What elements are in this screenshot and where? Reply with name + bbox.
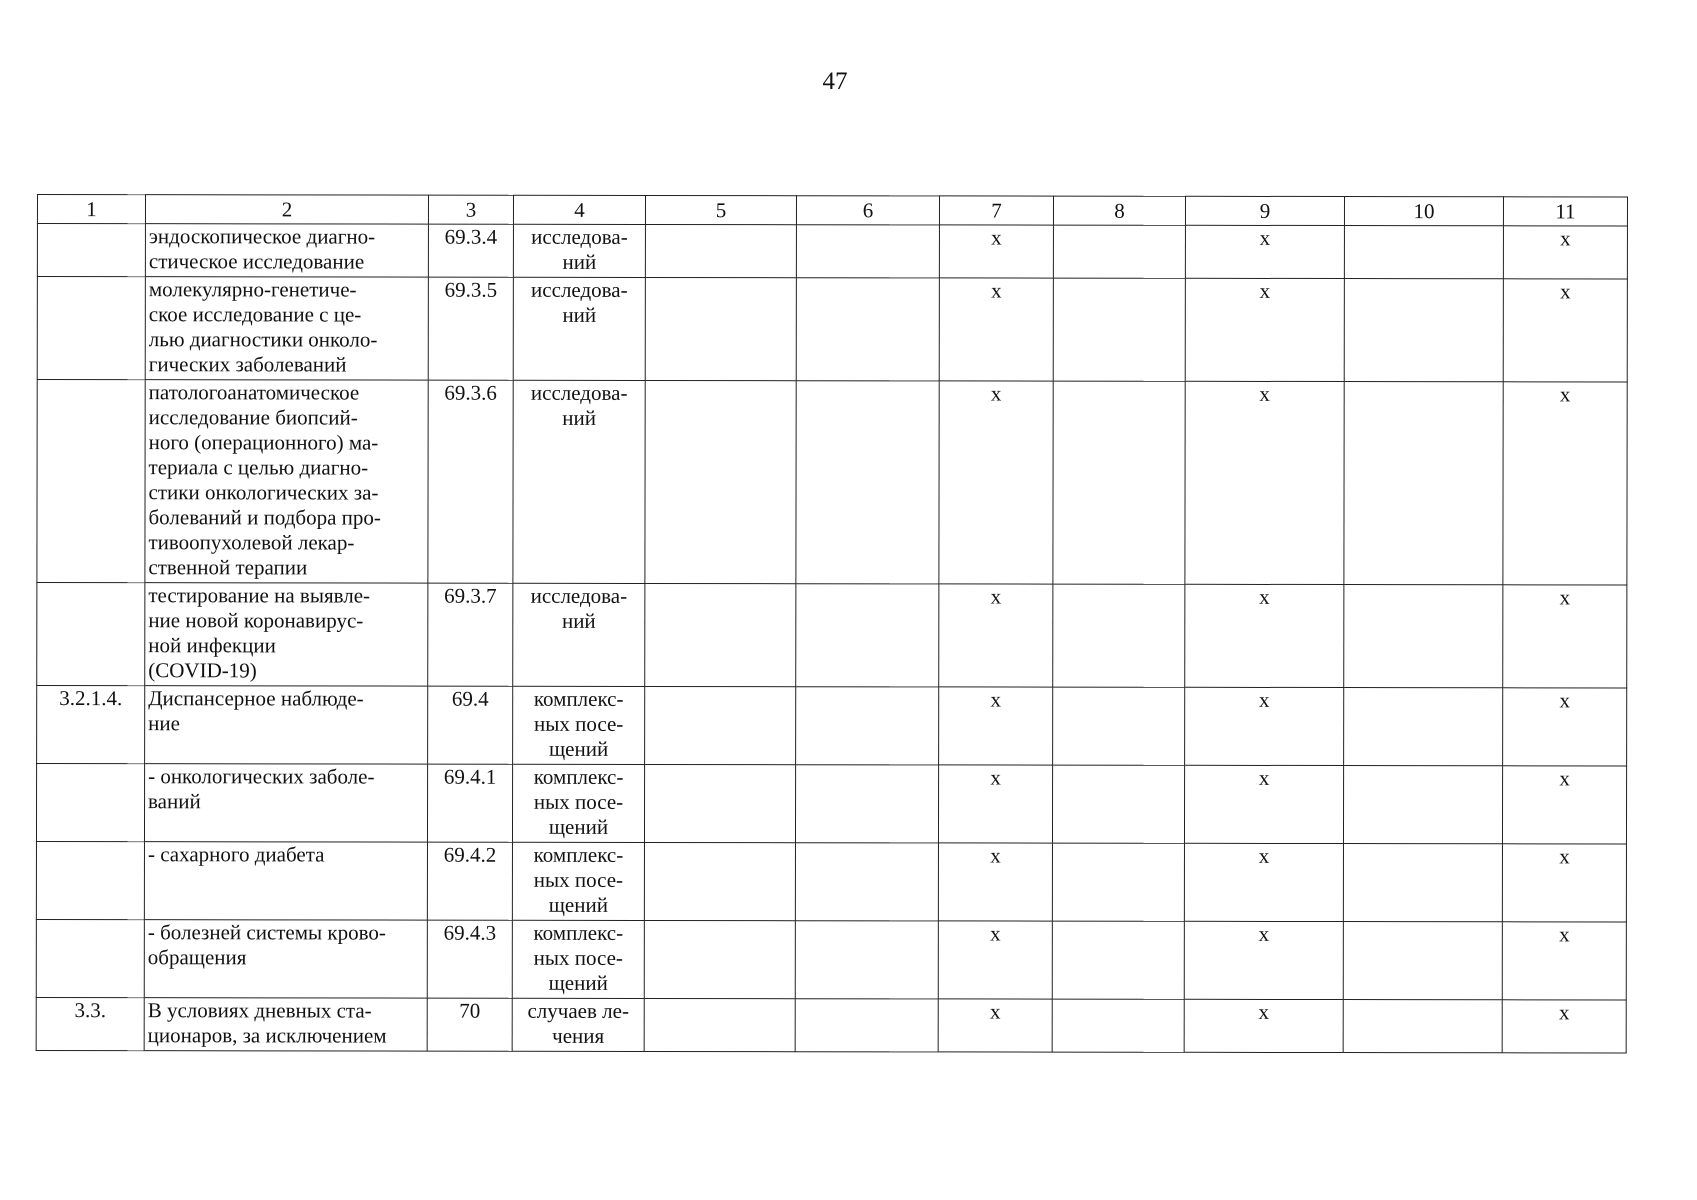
row-name-cell: - онкологических заболе- ваний: [144, 764, 427, 842]
col6-cell: [796, 278, 939, 381]
col9-cell: х: [1185, 687, 1344, 765]
row-unit-cell: комплекс- ных посе- щений: [512, 920, 644, 998]
header-row: [37, 195, 1627, 226]
row-code-cell: 69.3.5: [428, 277, 513, 380]
row-unit-cell: исследова- ний: [513, 380, 645, 583]
column-header: 7: [939, 196, 1053, 225]
col9-cell: х: [1184, 843, 1343, 921]
col9-cell: х: [1185, 225, 1344, 278]
col10-cell: [1344, 688, 1503, 766]
col11-cell: х: [1503, 585, 1627, 688]
table-row: [37, 583, 1627, 688]
column-header: 4: [513, 195, 645, 224]
row-name-cell: тестирование на выявле- ние новой коронавирус- ной инфекции (COVID-19): [145, 583, 428, 686]
row-number-cell: [36, 842, 144, 920]
col8-cell: [1053, 381, 1185, 584]
row-code-cell: 69.3.4: [428, 224, 513, 277]
col6-cell: [795, 843, 938, 921]
col6-cell: [795, 999, 938, 1052]
col8-cell: [1053, 584, 1185, 687]
column-header: 1: [37, 195, 145, 224]
table-row: [36, 842, 1626, 922]
row-unit-cell: комплекс- ных посе- щений: [512, 764, 644, 842]
col9-cell: х: [1184, 999, 1343, 1052]
row-number-cell: [37, 277, 145, 380]
col9-cell: х: [1184, 765, 1343, 843]
row-unit-cell: исследова- ний: [513, 277, 645, 380]
row-name-cell: - сахарного диабета: [144, 842, 427, 920]
row-number-cell: 3.2.1.4.: [37, 686, 145, 764]
row-number-cell: [36, 764, 144, 842]
col11-cell: х: [1503, 382, 1627, 585]
col8-cell: [1053, 278, 1185, 381]
col5-cell: [644, 920, 795, 998]
column-header: 3: [428, 195, 513, 224]
col7-cell: х: [939, 584, 1053, 687]
col7-cell: х: [938, 765, 1052, 843]
col9-cell: х: [1184, 921, 1343, 999]
col8-cell: [1053, 225, 1185, 278]
col6-cell: [796, 225, 939, 278]
col10-cell: [1343, 844, 1502, 922]
row-number-cell: [37, 380, 145, 583]
row-number-cell: [36, 919, 144, 997]
col8-cell: [1053, 687, 1185, 765]
row-code-cell: 69.4.2: [427, 842, 512, 920]
col8-cell: [1052, 765, 1184, 843]
col11-cell: х: [1503, 688, 1627, 766]
row-name-cell: В условиях дневных ста- ционаров, за исключением: [144, 998, 427, 1051]
col7-cell: х: [939, 225, 1053, 278]
col5-cell: [645, 686, 796, 764]
col7-cell: х: [938, 921, 1052, 999]
col5-cell: [645, 583, 796, 686]
col9-cell: х: [1185, 381, 1344, 584]
table-row: [37, 224, 1627, 279]
col5-cell: [644, 764, 795, 842]
col5-cell: [644, 842, 795, 920]
col11-cell: х: [1502, 844, 1626, 922]
col6-cell: [795, 765, 938, 843]
col11-cell: х: [1503, 279, 1627, 382]
col11-cell: х: [1503, 226, 1627, 279]
col5-cell: [645, 277, 796, 380]
column-header: 6: [796, 196, 939, 225]
col10-cell: [1343, 1000, 1502, 1053]
col11-cell: х: [1502, 1000, 1626, 1053]
col7-cell: х: [939, 278, 1053, 381]
row-unit-cell: исследова- ний: [513, 224, 645, 277]
row-code-cell: 69.4.3: [427, 920, 512, 998]
table-row: [36, 919, 1626, 999]
row-name-cell: патологоанатомическое исследование биопсий- ного (операционного) ма- териала с целью диагно- стики онкологических за- болеваний и подбора про- тивоопухолевой лекар- ственной терапии: [145, 380, 428, 583]
row-name-cell: молекулярно-генетиче- ское исследование с це- лью диагностики онколо- гических заболеваний: [145, 277, 428, 380]
page-number: 47: [822, 68, 848, 95]
row-unit-cell: случаев ле- чения: [512, 998, 644, 1051]
col6-cell: [795, 921, 938, 999]
col5-cell: [645, 380, 796, 583]
col9-cell: х: [1185, 278, 1344, 381]
col7-cell: х: [938, 999, 1052, 1052]
table-row: [37, 686, 1627, 766]
col8-cell: [1052, 921, 1184, 999]
col10-cell: [1344, 382, 1503, 585]
col10-cell: [1344, 226, 1503, 279]
col5-cell: [644, 998, 795, 1051]
col6-cell: [796, 584, 939, 687]
row-code-cell: 69.3.7: [428, 583, 513, 686]
row-code-cell: 69.4.1: [427, 764, 512, 842]
col9-cell: х: [1185, 584, 1344, 687]
row-unit-cell: комплекс- ных посе- щений: [513, 686, 645, 764]
col10-cell: [1344, 279, 1503, 382]
column-header: 5: [645, 195, 796, 224]
row-number-cell: [37, 583, 145, 686]
col7-cell: х: [939, 381, 1053, 584]
row-name-cell: эндоскопическое диагно- стическое исследование: [145, 224, 428, 277]
column-header: 9: [1185, 196, 1344, 225]
col7-cell: х: [939, 687, 1053, 765]
table-body: [36, 224, 1627, 1053]
col10-cell: [1343, 922, 1502, 1000]
row-number-cell: [37, 224, 145, 277]
col11-cell: х: [1502, 766, 1626, 844]
col8-cell: [1052, 843, 1184, 921]
row-number-cell: 3.3.: [36, 997, 144, 1050]
col10-cell: [1343, 766, 1502, 844]
data-table: [36, 194, 1628, 1053]
column-header: 8: [1053, 196, 1185, 225]
table-row: [37, 277, 1627, 382]
row-name-cell: - болезней системы крово- обращения: [144, 920, 427, 998]
row-name-cell: Диспансерное наблюде- ние: [145, 686, 428, 764]
col10-cell: [1344, 585, 1503, 688]
col6-cell: [796, 687, 939, 765]
row-code-cell: 69.3.6: [428, 380, 513, 583]
col6-cell: [796, 381, 939, 584]
column-header: 11: [1503, 197, 1627, 226]
table-row: [37, 380, 1627, 585]
table-row: [36, 997, 1626, 1052]
col11-cell: х: [1502, 922, 1626, 1000]
column-header: 2: [145, 195, 428, 224]
column-header: 10: [1344, 197, 1503, 226]
col7-cell: х: [938, 843, 1052, 921]
table-row: [36, 764, 1626, 844]
row-code-cell: 70: [427, 998, 512, 1051]
row-unit-cell: комплекс- ных посе- щений: [512, 842, 644, 920]
row-code-cell: 69.4: [428, 686, 513, 764]
col5-cell: [645, 224, 796, 277]
col8-cell: [1052, 999, 1184, 1052]
row-unit-cell: исследова- ний: [513, 583, 645, 686]
